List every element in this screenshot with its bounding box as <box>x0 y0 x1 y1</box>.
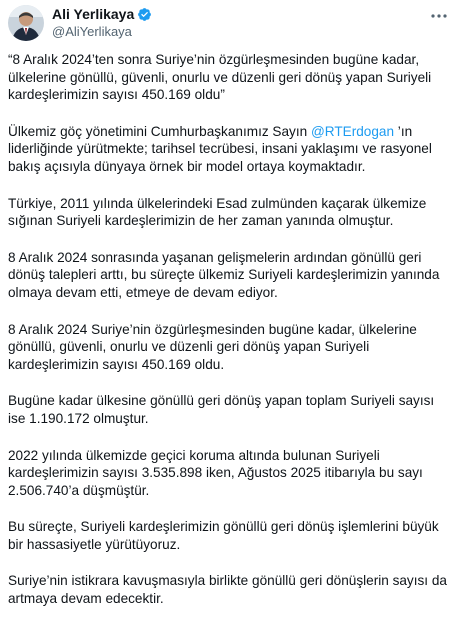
tweet-paragraph-8: Bu süreçte, Suriyeli kardeşlerimizin gönüllü geri dönüş işlemlerini büyük bir hassasiyetle yürütüyoruz. <box>8 519 439 552</box>
tweet-paragraph-4: 8 Aralık 2024 sonrasında yaşanan gelişmelerin ardından gönüllü geri dönüş talepleri arttı, bu süreçte ülkemiz Suriyeli kardeşlerimizin yanında olmaya devam etti, etmeye de devam ediyor. <box>8 249 440 300</box>
tweet-paragraph-2 <box>8 123 448 176</box>
paragraph-2-text-before: Ülkemiz göç yönetimini Cumhurbaşkanımız Sayın <box>8 123 311 139</box>
display-name[interactable]: Ali Yerlikaya <box>52 6 135 22</box>
avatar-photo-icon <box>8 5 44 41</box>
handle[interactable]: @AliYerlikaya <box>52 24 132 39</box>
mention-link[interactable]: @RTErdogan <box>310 123 395 139</box>
display-name-row <box>52 5 152 23</box>
tweet-text <box>8 51 448 627</box>
author-names <box>52 5 152 39</box>
avatar[interactable] <box>8 5 44 41</box>
verified-badge-icon <box>137 7 152 22</box>
paragraph-2-text-after: ’ın liderliğinde yürütmekte; tarihsel tecrübesi, insani yaklaşımı ve rasyonel bakış açısıyla dünyaya örnek bir model ortaya koymaktadır. <box>8 123 432 174</box>
tweet-header <box>0 0 463 44</box>
tweet-paragraph-5: 8 Aralık 2024 Suriye’nin özgürleşmesinden bugüne kadar, ülkelerine gönüllü, güvenli, onurlu ve düzenli geri dönüş yapan Suriyeli kardeşlerimizin sayısı 450.169 oldu. <box>8 321 417 372</box>
tweet-paragraph-1: “8 Aralık 2024’ten sonra Suriye’nin özgürleşmesinden bugüne kadar, ülkelerine gönüllü, güvenli, onurlu ve düzenli geri dönüş yapan Suriyeli kardeşlerimizin sayısı 450.169 oldu” <box>8 52 432 103</box>
tweet-paragraph-7: 2022 yılında ülkemizde geçici koruma altında bulunan Suriyeli kardeşlerimizin sayısı 3.535.898 iken, Ağustos 2025 itibarıyla bu sayı 2.506.740’a düşmüştür. <box>8 447 423 498</box>
more-horizontal-icon[interactable] <box>429 6 449 26</box>
tweet-paragraph-6: Bugüne kadar ülkesine gönüllü geri dönüş yapan toplam Suriyeli sayısı ise 1.190.172 olmuştur. <box>8 393 435 426</box>
tweet-paragraph-3: Türkiye, 2011 yılında ülkelerindeki Esad zulmünden kaçarak ülkemize sığınan Suriyeli kardeşlerimizin de her zaman yanında olmuştur. <box>8 195 427 229</box>
tweet-paragraph-9: Suriye’nin istikrara kavuşmasıyla birlikte gönüllü geri dönüşlerin sayısı da artmaya devam edecektir. <box>8 573 447 607</box>
